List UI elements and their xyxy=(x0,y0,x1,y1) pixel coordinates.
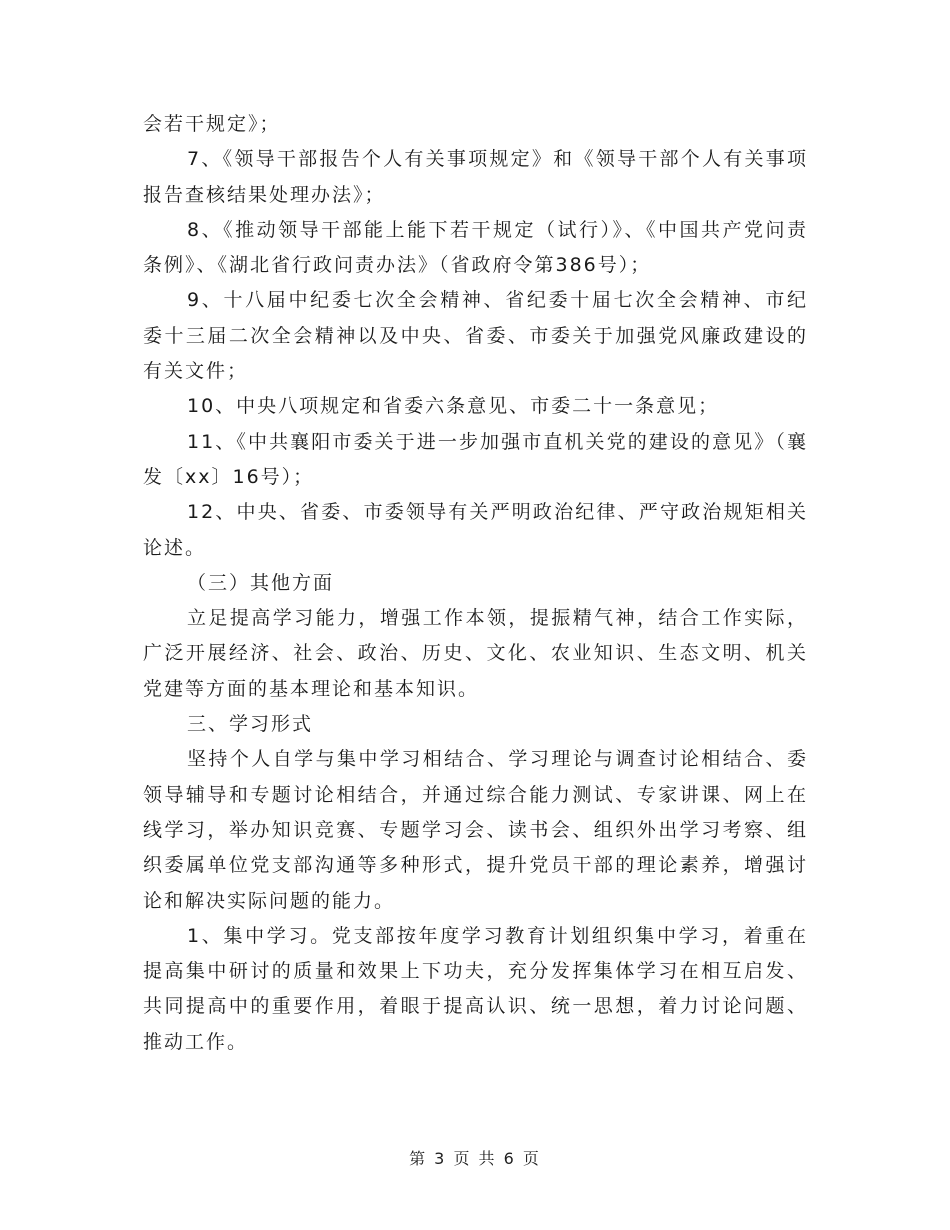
list-item-11: 11、《中共襄阳市委关于进一步加强市直机关党的建设的意见》（襄发〔xx〕16号）； xyxy=(143,430,808,488)
page-number-footer: 第 3 页 共 6 页 xyxy=(409,1149,541,1168)
list-item-7: 7、《领导干部报告个人有关事项规定》和《领导干部个人有关事项报告查核结果处理办法》； xyxy=(143,148,808,206)
paragraph-centralized-study: 1、集中学习。党支部按年度学习教育计划组织集中学习，着重在提高集中研讨的质量和效果上下功夫，充分发挥集体学习在相互启发、共同提高中的重要作用，着眼于提高认识、统一思想，着力讨论问题、推动工作。 xyxy=(143,924,808,1053)
list-item-8: 8、《推动领导干部能上能下若干规定（试行）》、《中国共产党问责条例》、《湖北省行政问责办法》（省政府令第386号）； xyxy=(143,218,808,277)
list-item-10: 10、中央八项规定和省委六条意见、市委二十一条意见； xyxy=(187,395,720,418)
section-heading-other: （三）其他方面 xyxy=(187,571,335,594)
section-heading-study-forms: 三、学习形式 xyxy=(187,713,314,736)
paragraph-study-forms: 坚持个人自学与集中学习相结合、学习理论与调查讨论相结合、委领导辅导和专题讨论相结合，并通过综合能力测试、专家讲课、网上在线学习，举办知识竞赛、专题学习会、读书会、组织外出学习考察、组织委属单位党支部沟通等多种形式，提升党员干部的理论素养，增强讨论和解决实际问题的能力。 xyxy=(143,748,808,912)
paragraph-other-aspects: 立足提高学习能力，增强工作本领，提振精气神，结合工作实际，广泛开展经济、社会、政治、历史、文化、农业知识、生态文明、机关党建等方面的基本理论和基本知识。 xyxy=(143,607,808,700)
paragraph-continuation: 会若干规定》； xyxy=(143,113,281,135)
list-item-12: 12、中央、省委、市委领导有关严明政治纪律、严守政治规矩相关论述。 xyxy=(143,501,808,559)
document-body xyxy=(143,107,808,1060)
list-item-9: 9、十八届中纪委七次全会精神、省纪委十届七次全会精神、市纪委十三届二次全会精神以及中央、省委、市委关于加强党风廉政建设的有关文件； xyxy=(143,289,808,383)
